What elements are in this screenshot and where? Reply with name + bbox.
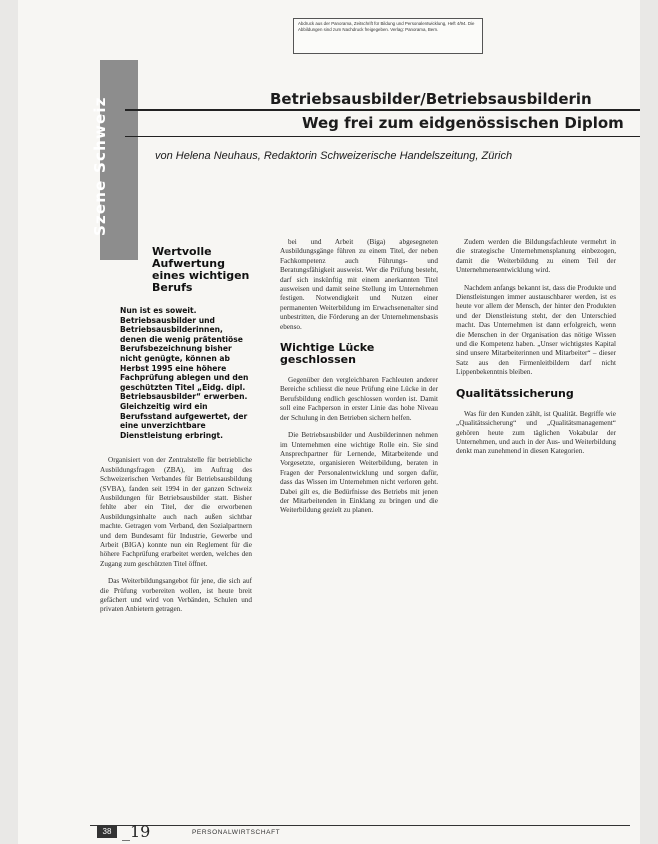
section-heading: Qualitätssicherung [456, 386, 574, 400]
section-heading: Wichtige Lücke geschlossen [280, 341, 375, 367]
title-rule-mid [125, 136, 640, 137]
paragraph: Organisiert von der Zentralstelle für betriebliche Ausbildungsfragen (ZBA), im Auftrag des Schweizerischen Verbandes für Betriebsausbildung (SVBA), fanden seit 1994 in der ganzen Schweiz Ausbildungen für Betriebsausbilder statt. Bisher fehlte aber ein Titel, der die erworbenen Ausbildungsinhalte auch nach außen sichtbar machte. Getragen vom Verband, den Sozialpartnern und dem Bundesamt für Industrie, Gewerbe und Arbeit (BIGA) konnte nun ein Reglement für die höhere Fachprüfung erarbeitet werden, welches den Zugang zum geschützten Titel öffnet. [100, 456, 252, 568]
paragraph: Zudem werden die Bildungsfachleute vermehrt in die strategische Unternehmensplanung einbezogen, damit die Weiterbildung zu einem Teil der Unternehmensentwicklung wird. [456, 238, 616, 275]
paragraph: Das Weiterbildungsangebot für jene, die sich auf die Prüfung vorbereiten wollen, ist heute breit gefächert und wird von Verbänden, Schulen und privaten Anbietern getragen. [100, 577, 252, 614]
footer-rule [90, 825, 630, 826]
paragraph: Die Betriebsausbilder und Ausbilderinnen nehmen im Unternehmen eine wichtige Rolle ein. Sie sind Ansprechpartner für Lernende, Mitarbeitende und Vorgesetzte, organisieren Weiterbildung, beraten in Fragen der Personalentwicklung und sorgen dafür, dass das Wissen im Unternehmen nicht verloren geht. Dabei gilt es, die Bedürfnisse des Betriebs mit jenen der Mitarbeitenden in Einklang zu bringen und die Weiterbildung gezielt zu planen. [280, 431, 438, 515]
paragraph: Gegenüber den vergleichbaren Fachleuten anderer Bereiche schliesst die neue Prüfung eine Lücke in der Berufsbildung endlich geschlossen worden ist. Damit soll eine Fachperson in erster Linie das hohe Niveau der Schulung in den Betrieben sichern helfen. [280, 376, 438, 422]
page-number: 38 [97, 826, 117, 838]
handwritten-number: _19 [122, 822, 151, 841]
section-label: Szene Schweiz [91, 96, 109, 236]
article-title: Betriebsausbilder/Betriebsausbilderin [270, 90, 592, 108]
copyright-stamp: Abdruck aus der Panorama, Zeitschrift für Bildung und Personalentwicklung, Heft 4/94. Die Abbildungen sind zum Nachdruck freigegeben. Verlag: Panorama, Bern. [293, 18, 483, 54]
title-rule-top [125, 109, 640, 111]
column-1-subhead: Wertvolle Aufwertung eines wichtigen Berufs [152, 245, 250, 294]
byline: von Helena Neuhaus, Redaktorin Schweizerische Handelszeitung, Zürich [155, 150, 513, 162]
lead-paragraph: Nun ist es soweit. Betriebsausbilder und Betriebsausbilderinnen, denen die wenig prätentiöse Berufsbezeichnung bisher nicht genügte, können ab Herbst 1995 eine höhere Fachprüfung ablegen und den geschützten Titel „Eidg. dipl. Betriebsausbilder“ erwerben. Gleichzeitig wird ein Berufsstand aufgewertet, der eine unverzichtbare Dienstleistung erbringt. [120, 306, 249, 440]
column-1 [100, 246, 252, 623]
article-subtitle: Weg frei zum eidgenössischen Diplom [302, 114, 624, 132]
paragraph: Was für den Kunden zählt, ist Qualität. Begriffe wie „Qualitätssicherung“ und „Qualitätsmanagement“ gehören heute zum täglichen Vokabular der Unternehmen, und auch in der Aus- und Weiterbildung denkt man zunehmend in diesen Kategorien. [456, 409, 616, 456]
paragraph: bei und Arbeit (Biga) abgesegneten Ausbildungsgänge führen zu einem Titel, der neben Fachkompetenz auch Führungs- und Beratungsfähigkeit ausweist. Wer die Prüfung besteht, darf sich inskünftig mit einem anerkannten Titel ausweisen und damit seine Stellung im Unternehmen festigen. Notwendigkeit und Nutzen einer permanenten Weiterbildung im Erwachsenenalter sind unbestritten, die Förderung an der Unternehmensbasis ebenso. [280, 238, 438, 331]
paragraph: Nachdem anfangs bekannt ist, dass die Produkte und Dienstleistungen immer austauschbarer werden, ist es heute vor allem der Mensch, der hinter den Produkten und der Dienstleistung steht, der den Unterschied macht. Das Unternehmen ist dann erfolgreich, wenn die Menschen in der Organisation das nötige Wissen und die Kompetenz haben. „Unser wichtigstes Kapital sind unsere Mitarbeiterinnen und Mitarbeiter“ – dieser Satz aus den Firmenleitbildern darf nicht Lippenbekenntnis bleiben. [456, 283, 616, 377]
journal-name: PERSONALWIRTSCHAFT [192, 829, 281, 836]
column-3 [456, 238, 616, 465]
column-2 [280, 238, 438, 524]
